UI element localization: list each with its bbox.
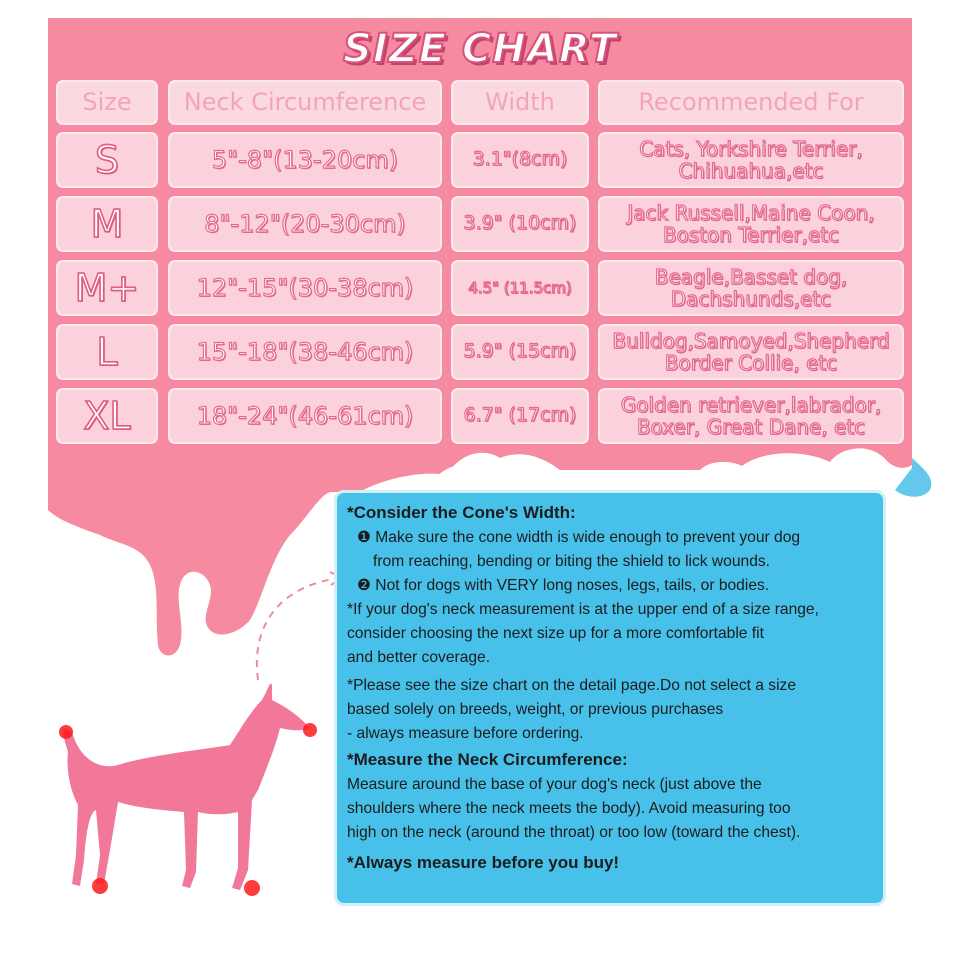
hotspot-front-paw xyxy=(244,880,260,896)
hotspot-back-paw xyxy=(92,878,108,894)
row-mplus-width: 4.5" (11.5cm) xyxy=(451,260,589,316)
note-1-line-c: and better coverage. xyxy=(347,649,491,666)
row-xl-neck: 18"-24"(46-61cm) xyxy=(168,388,442,444)
dog-silhouette-icon xyxy=(63,684,310,890)
row-mplus-neck: 12"-15"(30-38cm) xyxy=(168,260,442,316)
row-l-rec-line2: Border Collie, etc xyxy=(664,351,838,375)
row-xl-width: 6.7" (17cm) xyxy=(451,388,589,444)
info-box xyxy=(334,490,886,906)
row-s-size: S xyxy=(56,132,158,188)
row-m-rec-line2: Boston Terrier,etc xyxy=(662,223,840,247)
row-s-neck: 5"-8"(13-20cm) xyxy=(168,132,442,188)
row-xl-rec-line2: Boxer, Great Dane, etc xyxy=(636,415,866,439)
row-mplus-size: M+ xyxy=(56,260,158,316)
note-1-line-b: consider choosing the next size up for a more comfortable fit xyxy=(347,625,764,642)
row-xl-size: XL xyxy=(56,388,158,444)
row-l-width: 5.9" (15cm) xyxy=(451,324,589,380)
header-recommended-label: Recommended For xyxy=(638,88,864,117)
row-m-size: M xyxy=(56,196,158,252)
row-xl-rec-line1: Golden retriever,labrador, xyxy=(620,392,882,417)
row-mplus-rec-line2: Dachshunds,etc xyxy=(670,287,832,311)
row-s-rec-line2: Chihuahua,etc xyxy=(678,159,824,183)
measure-neck-heading: *Measure the Neck Circumference: xyxy=(347,750,628,769)
always-measure-note: *Always measure before you buy! xyxy=(347,853,620,872)
header-width-label: Width xyxy=(485,88,555,117)
row-l-size: L xyxy=(56,324,158,380)
row-m-width: 3.9" (10cm) xyxy=(451,196,589,252)
row-l-neck: 15"-18"(38-46cm) xyxy=(168,324,442,380)
measure-line-b: shoulders where the neck meets the body). Avoid measuring too xyxy=(347,800,791,817)
note-2-line-b: based solely on breeds, weight, or previous purchases xyxy=(347,701,724,718)
row-m-rec-line1: Jack Russell,Maine Coon, xyxy=(627,200,875,225)
row-l-rec-line1: Bulldog,Samoyed,Shepherd xyxy=(612,328,890,353)
note-1-line-a: *If your dog's neck measurement is at the upper end of a size range, xyxy=(347,601,819,618)
hotspot-tail xyxy=(59,725,73,739)
row-mplus-rec-line1: Beagle,Basset dog, xyxy=(654,264,848,289)
row-m-neck: 8"-12"(20-30cm) xyxy=(168,196,442,252)
cone-width-heading: *Consider the Cone's Width: xyxy=(347,503,576,522)
note-2-line-c: - always measure before ordering. xyxy=(347,725,584,742)
header-size-label: Size xyxy=(82,88,132,117)
header-neck-label: Neck Circumference xyxy=(183,88,427,117)
note-2-line-a: *Please see the size chart on the detail page.Do not select a size xyxy=(347,677,797,694)
size-chart-title: SIZE CHART xyxy=(342,26,618,72)
hotspot-nose xyxy=(303,723,317,737)
bullet-2: ❷ Not for dogs with VERY long noses, legs, tails, or bodies. xyxy=(357,577,770,594)
measure-line-a: Measure around the base of your dog's neck (just above the xyxy=(347,776,762,793)
measure-line-c: high on the neck (around the throat) or too low (toward the chest). xyxy=(347,824,801,841)
bullet-1-line-a: ❶ Make sure the cone width is wide enough to prevent your dog xyxy=(357,529,801,546)
bullet-1-line-b: from reaching, bending or biting the shield to lick wounds. xyxy=(373,553,771,570)
row-s-width: 3.1"(8cm) xyxy=(451,132,589,188)
row-s-rec-line1: Cats, Yorkshire Terrier, xyxy=(639,136,863,161)
dashed-arrow-icon xyxy=(257,578,340,680)
